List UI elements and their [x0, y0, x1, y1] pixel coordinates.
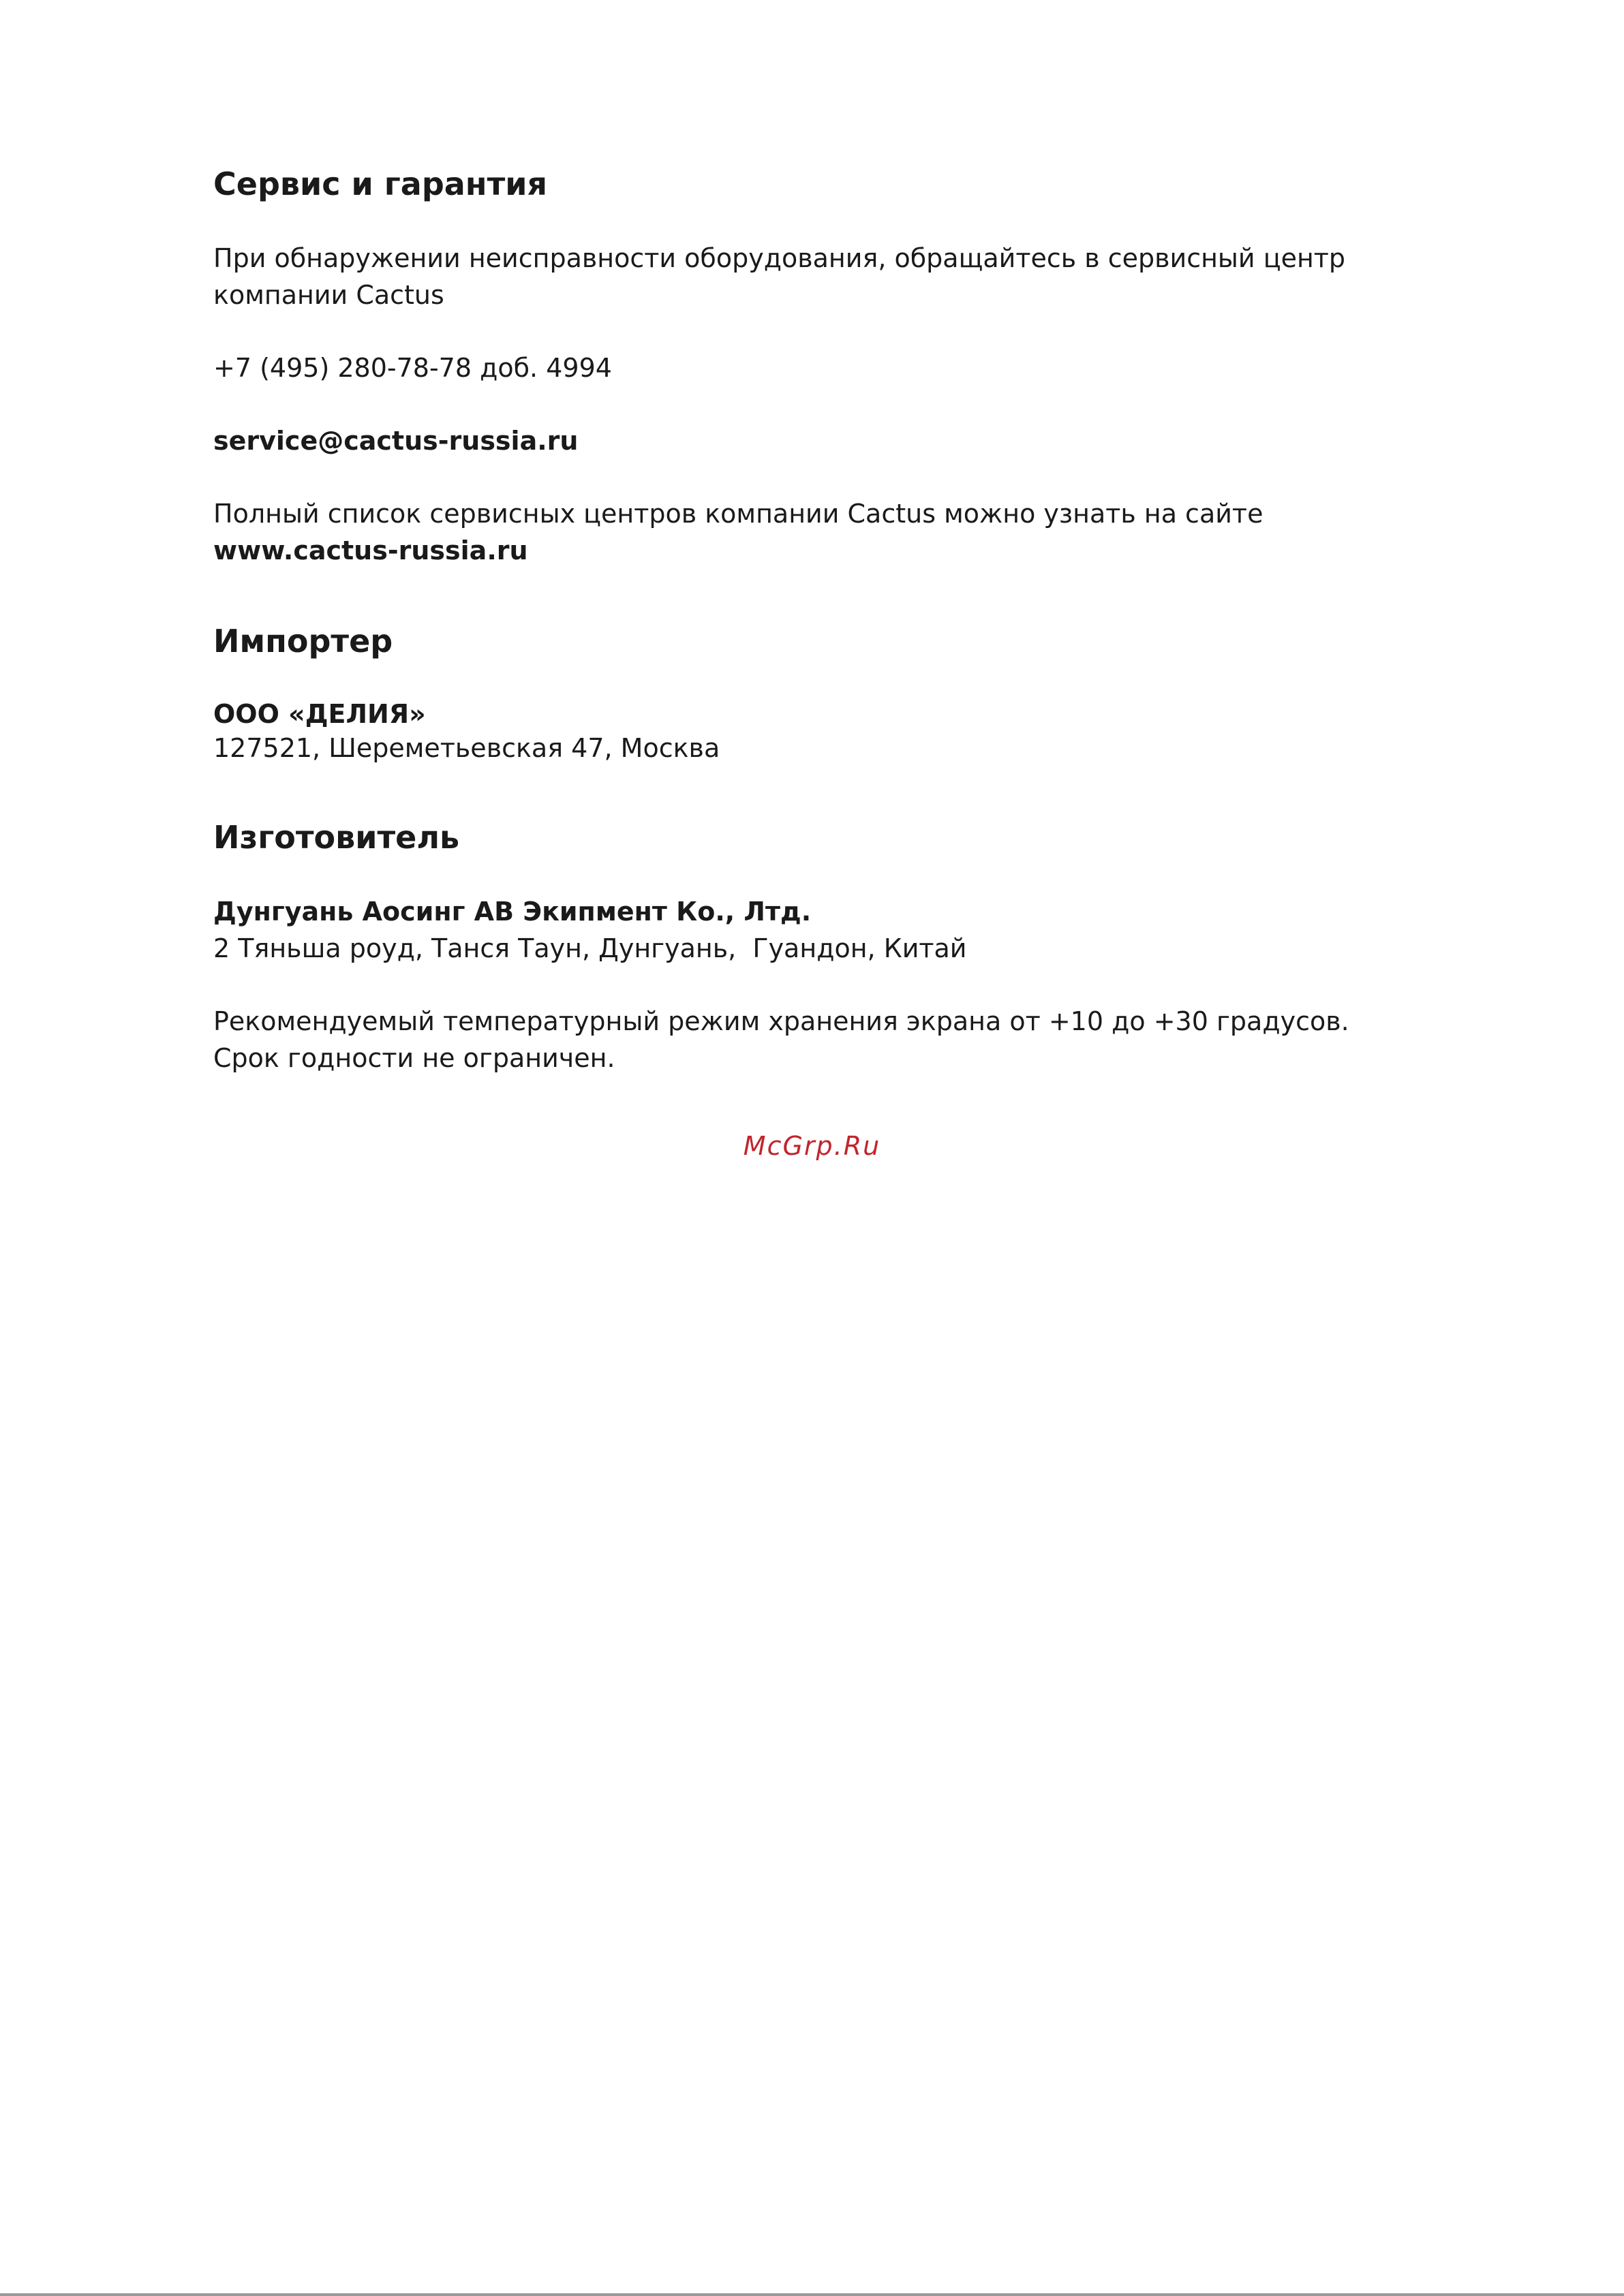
- service-list-line: Полный список сервисных центров компании Cactus можно узнать на сайте: [213, 499, 1263, 529]
- storage-line-2: Срок годности не ограничен.: [213, 1043, 615, 1073]
- manufacturer-heading: Изготовитель: [213, 819, 460, 856]
- page-content: [213, 164, 1440, 1076]
- service-heading: Сервис и гарантия: [213, 166, 548, 202]
- manufacturer-address: 2 Тяньша роуд, Танся Таун, Дунгуань, Гуандон, Китай: [213, 933, 967, 963]
- manufacturer-company: Дунгуань Аосинг АВ Экипмент Ко., Лтд.: [213, 897, 812, 927]
- importer-heading: Импортер: [213, 623, 393, 660]
- watermark-text: McGrp.Ru: [743, 1131, 881, 1161]
- page-bottom-edge: [0, 2293, 1624, 2296]
- service-intro-line-1: При обнаружении неисправности оборудования, обращайтесь в сервисный центр: [213, 243, 1346, 273]
- service-phone: +7 (495) 280-78-78 доб. 4994: [213, 353, 612, 383]
- service-website: www.cactus-russia.ru: [213, 536, 528, 565]
- importer-company: ООО «ДЕЛИЯ»: [213, 699, 426, 729]
- service-email: service@cactus-russia.ru: [213, 426, 579, 456]
- storage-line-1: Рекомендуемый температурный режим хранения экрана от +10 до +30 градусов.: [213, 1006, 1349, 1036]
- importer-address: 127521, Шереметьевская 47, Москва: [213, 733, 720, 763]
- service-intro-line-2: компании Cactus: [213, 280, 444, 310]
